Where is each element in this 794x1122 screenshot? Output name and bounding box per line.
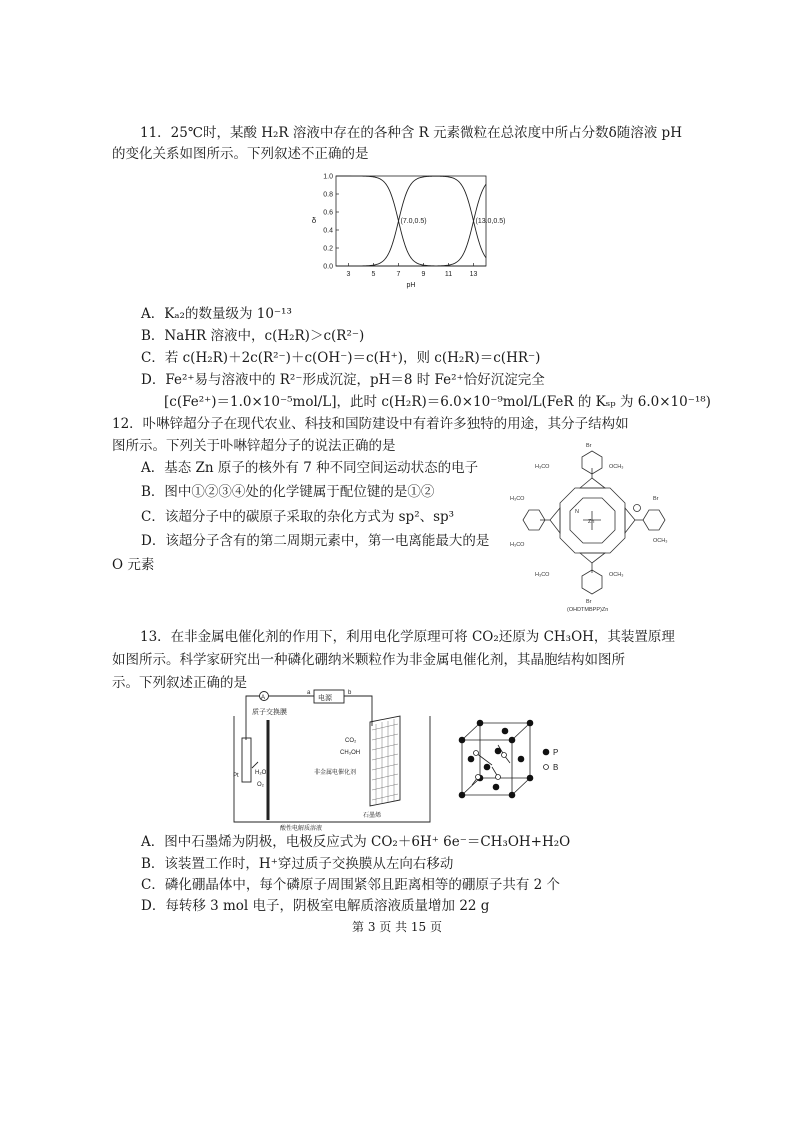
q12-stem-line2: 图所示。下列关于卟啉锌超分子的说法正确的是: [112, 438, 396, 454]
point-annotation: (7.0,0.5): [400, 218, 427, 225]
q12-option-a: A．基态 Zn 原子的核外有 7 种不同空间运动状态的电子: [141, 460, 479, 476]
label-n: N: [575, 509, 579, 515]
label-br-right: Br: [653, 496, 659, 502]
label-och3-top: OCH₃: [609, 464, 624, 470]
phenyl-right: [643, 510, 665, 530]
q11-option-a: A．Kₐ₂的数量级为 10⁻¹³: [141, 306, 292, 322]
electrolysis-apparatus: [230, 690, 440, 830]
boron-phosphide-unit-cell: [452, 715, 582, 805]
label-h3co-bottom: H₃CO: [535, 572, 550, 578]
label-membrane: 质子交换膜: [252, 709, 287, 716]
marker-circle: [634, 505, 641, 512]
q11-option-d-line1: D．Fe²⁺易与溶液中的 R²⁻形成沉淀，pH＝8 时 Fe²⁺恰好沉淀完全: [141, 372, 545, 388]
label-power-source: 电源: [318, 695, 332, 702]
x-tick-label: 7: [396, 271, 401, 278]
point-annotation: (13.0,0.5): [475, 218, 506, 225]
pt-electrode: [242, 738, 251, 782]
label-och3-right: OCH₃: [653, 538, 668, 544]
q13-option-b: B．该装置工作时，H⁺穿过质子交换膜从左向右移动: [141, 856, 454, 872]
q12-option-c: C．该超分子中的碳原子采取的杂化方式为 sp²、sp³: [141, 509, 455, 525]
legend-b-dot: [544, 765, 549, 770]
label-electrolyte: 酸性电解质溶液: [280, 826, 323, 832]
label-terminal-a: a: [307, 690, 311, 696]
structure-caption: (OHDTMBPP)Zn: [567, 607, 609, 613]
electrolyte-tank: [234, 716, 430, 822]
label-co2: CO₂: [345, 738, 357, 744]
label-o2: O₂: [257, 782, 264, 788]
phenyl-bottom: [582, 570, 602, 594]
y-tick-label: 0.6: [323, 209, 333, 217]
label-br-bottom: Br: [586, 599, 592, 605]
label-pt: Pt: [233, 773, 239, 779]
x-tick-label: 13: [469, 271, 478, 278]
q11-option-b: B．NaHR 溶液中，c(H₂R)＞c(R²⁻): [141, 328, 365, 344]
q13-stem-line1: 13．在非金属电催化剂的作用下，利用电化学原理可将 CO₂还原为 CH₃OH，其装置原理: [140, 629, 675, 645]
y-tick-label: 0.8: [323, 191, 333, 199]
q12-option-d-line1: D．该超分子含有的第二周期元素中，第一电离能最大的是: [141, 533, 490, 549]
label-h3co-left2: H₃CO: [510, 542, 525, 548]
x-axis-label: pH: [406, 282, 416, 289]
label-ammeter: A: [261, 695, 266, 701]
label-terminal-b: b: [348, 690, 352, 696]
x-tick-label: 11: [444, 271, 453, 278]
x-tick-label: 5: [371, 271, 376, 278]
label-h2o: H₂O: [255, 770, 267, 776]
x-tick-label: 9: [421, 271, 426, 278]
label-catalyst: 非金属电催化剂: [314, 770, 357, 776]
q13-stem-line3: 示。下列叙述正确的是: [112, 675, 247, 691]
q12-option-d-line2: O 元素: [112, 557, 155, 573]
q11-distribution-chart: [300, 168, 506, 296]
x-tick-label: 3: [346, 271, 351, 278]
q12-option-b: B．图中①②③④处的化学键属于配位键的是①②: [141, 484, 435, 500]
legend-p-dot: [543, 749, 550, 756]
q13-stem-line2: 如图所示。科学家研究出一种磷化硼纳米颗粒作为非金属电催化剂，其晶胞结构如图所: [112, 652, 625, 668]
label-ch3oh: CH₃OH: [340, 750, 361, 756]
label-och3-bottom: OCH₃: [609, 572, 624, 578]
q12-stem-line1: 12．卟啉锌超分子在现代农业、科技和国防建设中有着许多独特的用途，其分子结构如: [112, 416, 629, 432]
y-tick-label: 0.2: [323, 245, 333, 253]
page-footer: 第 3 页 共 15 页: [352, 920, 442, 934]
y-tick-label: 1.0: [323, 173, 333, 181]
legend-b-label: B: [553, 763, 559, 772]
q11-stem-line1: 11．25℃时，某酸 H₂R 溶液中存在的各种含 R 元素微粒在总浓度中所占分数δ随溶液 pH: [140, 125, 682, 141]
q13-option-c: C．磷化硼晶体中，每个磷原子周围紧邻且距离相等的硼原子共有 2 个: [141, 877, 561, 893]
y-tick-label: 0.0: [323, 263, 333, 271]
q11-stem-line2: 的变化关系如图所示。下列叙述不正确的是: [112, 146, 369, 162]
q13-option-a: A．图中石墨烯为阴极，电极反应式为 CO₂＋6H⁺ 6e⁻＝CH₃OH+H₂O: [141, 834, 571, 850]
curve-R2-: [336, 184, 486, 266]
y-axis-label: δ: [311, 216, 317, 225]
label-br-top: Br: [586, 443, 592, 449]
legend-p-label: P: [553, 748, 559, 757]
label-zn: Zn: [588, 519, 595, 525]
label-h3co-left: H₃CO: [510, 496, 525, 502]
porphyrin-zinc-structure: [505, 438, 680, 613]
label-graphene: 石墨烯: [363, 813, 382, 819]
y-tick-label: 0.4: [323, 227, 333, 235]
label-h3co-top: H₃CO: [535, 464, 550, 470]
q11-option-c: C．若 c(H₂R)＋2c(R²⁻)＋c(OH⁻)＝c(H⁺)，则 c(H₂R)＝c(HR⁻): [141, 350, 541, 366]
q11-option-d-line2: [c(Fe²⁺)＝1.0×10⁻⁵mol/L]，此时 c(H₂R)＝6.0×10⁻⁹mol/L(FeR 的 Kₛₚ 为 6.0×10⁻¹⁸): [164, 394, 711, 410]
q13-option-d: D．每转移 3 mol 电子，阴极室电解质溶液质量增加 22 g: [141, 898, 490, 914]
